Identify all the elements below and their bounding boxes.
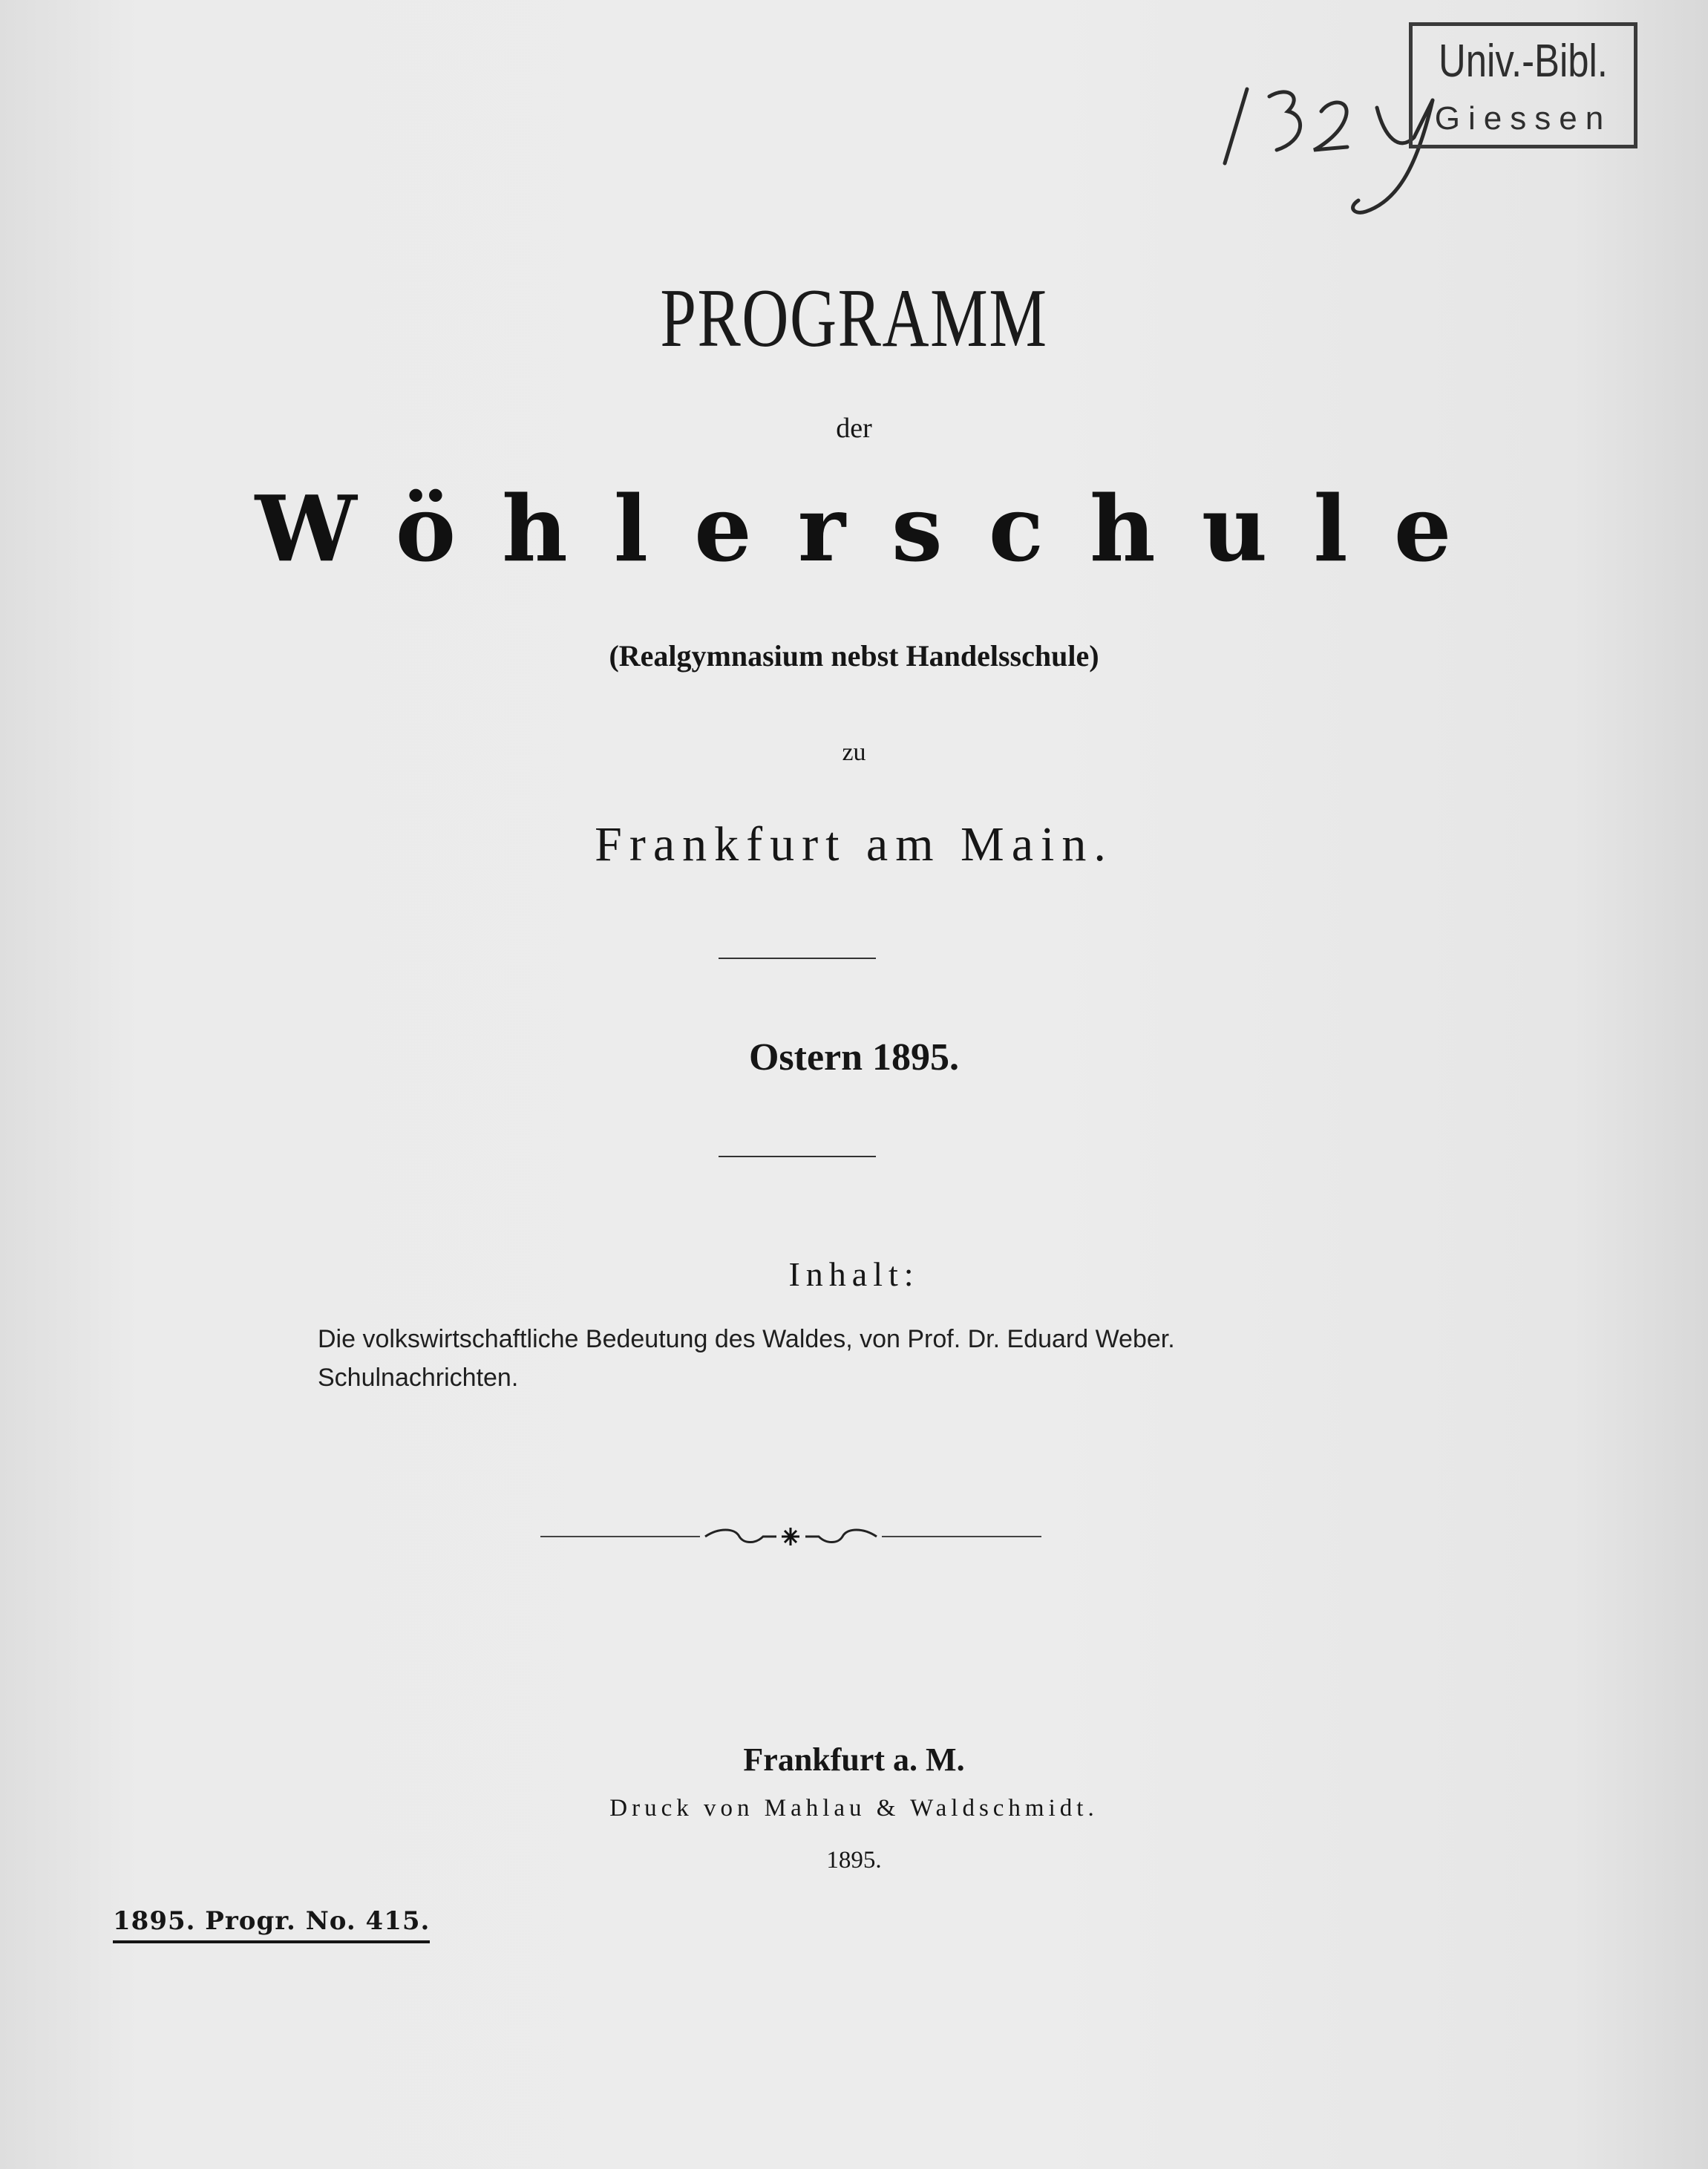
divider-top — [719, 958, 876, 959]
heading-programm: PROGRAMM — [660, 272, 1048, 364]
school-name: Wöhlerschule — [255, 475, 1498, 582]
school-subtitle: (Realgymnasium nebst Handelsschule) — [609, 639, 1099, 673]
city-name: Frankfurt am Main. — [595, 817, 1113, 871]
contents-item: Schulnachrichten. — [318, 1364, 519, 1392]
contents-list — [318, 1320, 1175, 1397]
ornament-divider — [540, 1522, 1041, 1551]
contents-heading: Inhalt: — [788, 1255, 920, 1293]
imprint-city: Frankfurt a. M. — [743, 1741, 965, 1778]
stamp-line-1: Univ.-Bibl. — [1439, 36, 1608, 87]
imprint-year: 1895. — [826, 1847, 882, 1874]
heading-der: der — [836, 413, 872, 444]
divider-bottom — [719, 1156, 876, 1157]
heading-zu: zu — [842, 739, 866, 766]
occasion-date: Ostern 1895. — [748, 1036, 960, 1079]
library-stamp — [1409, 22, 1637, 148]
imprint-printer: Druck von Mahlau & Waldschmidt. — [609, 1795, 1099, 1822]
contents-item: Die volkswirtschaftliche Bedeutung des Waldes, von Prof. Dr. Eduard Weber. — [318, 1325, 1175, 1353]
program-number: 1895. Progr. No. 415. — [113, 1906, 430, 1943]
stamp-line-2: Giessen — [1434, 100, 1612, 137]
